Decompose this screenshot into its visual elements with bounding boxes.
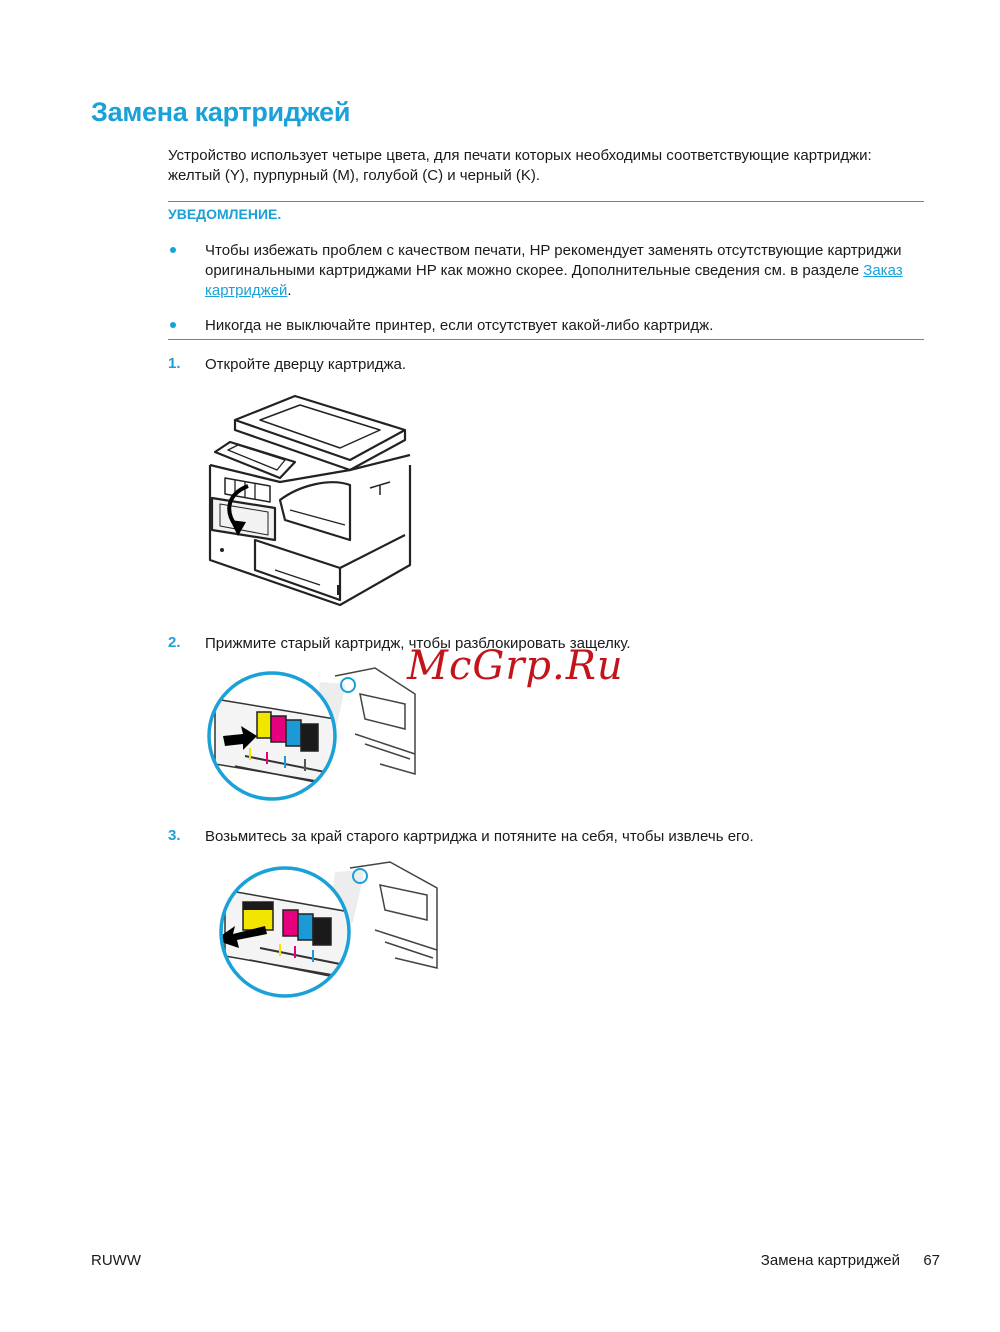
remove-cartridge-illustration xyxy=(205,860,440,1000)
step-3-number: 3. xyxy=(168,827,181,844)
note-top-divider xyxy=(168,201,924,202)
step-3-text: Возьмитесь за край старого картриджа и потяните на себя, чтобы извлечь его. xyxy=(205,828,754,845)
watermark-text: McGrp.Ru xyxy=(407,643,624,689)
note-bullet-1-text: Чтобы избежать проблем с качеством печати, HP рекомендует заменять отсутствующие картриджи оригинальными картриджами HP как можно скорее. Дополнительные сведения см. в разделе xyxy=(205,242,902,279)
note-bullet-2: Никогда не выключайте принтер, если отсутствует какой-либо картридж. xyxy=(205,317,714,334)
footer-left-label: RUWW xyxy=(91,1252,141,1269)
page-title: Замена картриджей xyxy=(91,97,351,127)
bullet-icon xyxy=(170,322,176,328)
step-2-text: Прижмите старый картридж, чтобы разблокировать защелку. xyxy=(205,635,631,652)
footer-page-number: 67 xyxy=(923,1252,940,1269)
note-bullet-1-end: . xyxy=(287,282,292,299)
bullet-icon xyxy=(170,247,176,253)
note-bottom-divider xyxy=(168,339,924,340)
note-bullet-1 xyxy=(205,241,925,301)
intro-paragraph: Устройство использует четыре цвета, для печати которых необходимы соответствующие картриджи: желтый (Y), пурпурный (M), голубой (C) и черный (K). xyxy=(168,147,872,184)
step-1-number: 1. xyxy=(168,355,181,372)
step-2-number: 2. xyxy=(168,634,181,651)
printer-open-door-illustration xyxy=(200,390,430,620)
footer-section-title: Замена картриджей xyxy=(760,1252,900,1269)
step-1-text: Откройте дверцу картриджа. xyxy=(205,356,407,373)
press-cartridge-illustration xyxy=(205,664,420,809)
note-heading: УВЕДОМЛЕНИЕ. xyxy=(168,206,282,222)
order-cartridges-link[interactable]: Заказ картриджей xyxy=(205,262,903,299)
